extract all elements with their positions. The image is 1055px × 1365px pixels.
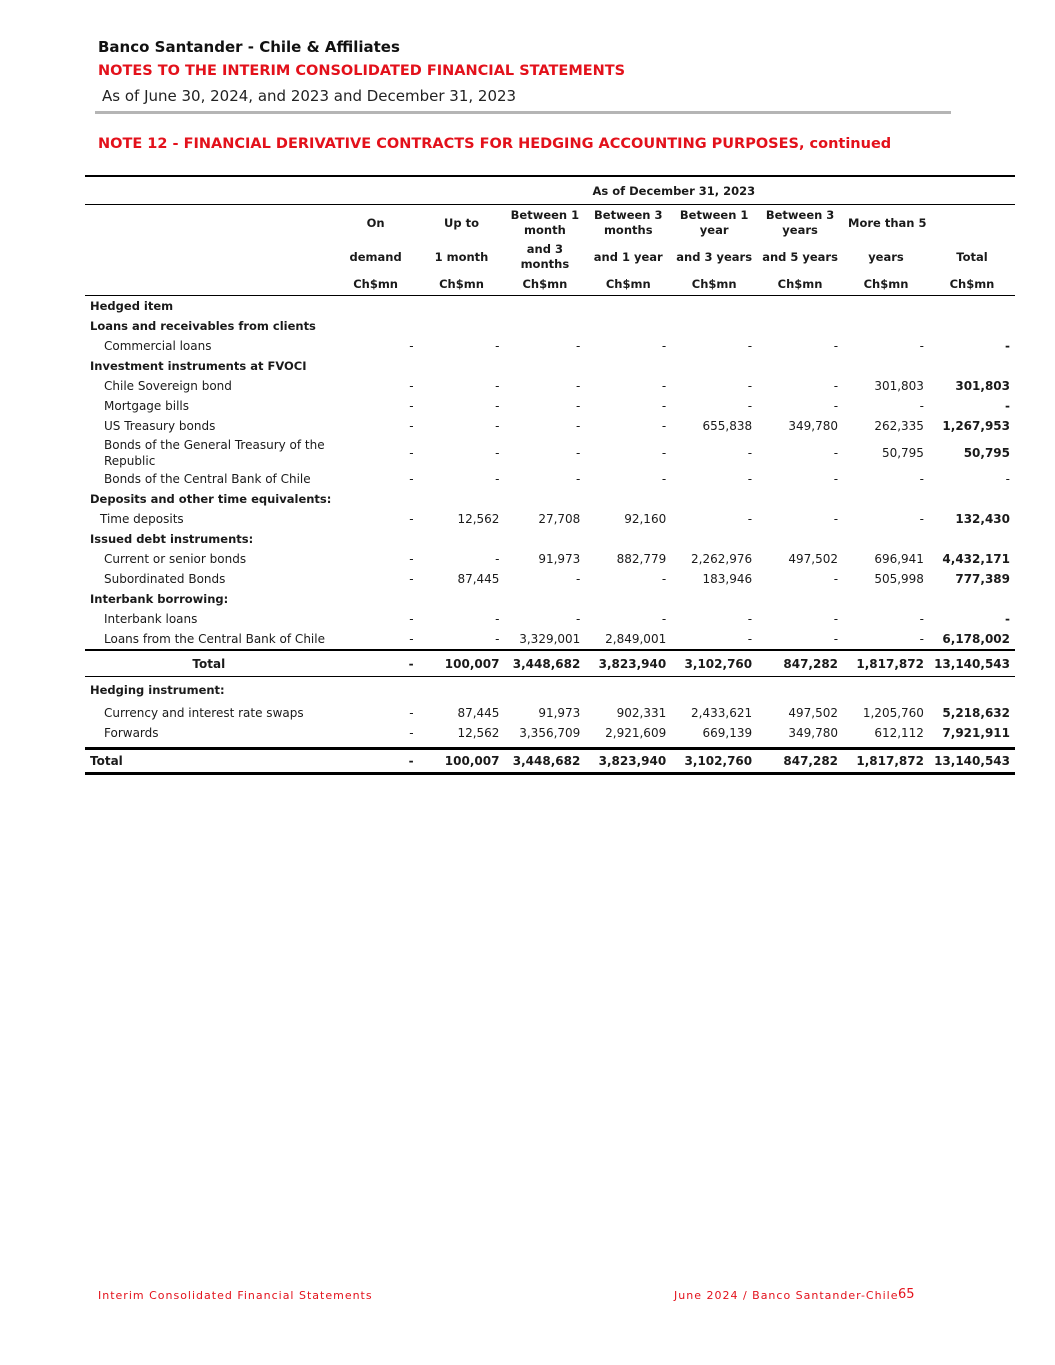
value-cell: 301,803 <box>874 379 924 393</box>
col-unit: Ch$mn <box>757 273 843 296</box>
value-cell: 1,817,872 <box>843 650 929 677</box>
row-label: Chile Sovereign bond <box>104 379 232 393</box>
col-unit: Ch$mn <box>333 273 419 296</box>
value-cell: - <box>661 419 667 433</box>
value-cell: - <box>747 512 753 526</box>
value-cell: - <box>747 399 753 413</box>
note-title: NOTE 12 - FINANCIAL DERIVATIVE CONTRACTS FOR HEDGING ACCOUNTING PURPOSES, continued <box>98 136 892 152</box>
value-cell: - <box>833 339 839 353</box>
value-cell: - <box>409 512 414 526</box>
company-name: Banco Santander - Chile & Affiliates <box>98 38 400 56</box>
value-cell: - <box>495 632 500 646</box>
hedged-total-row <box>85 650 1015 677</box>
section-label: Deposits and other time equivalents: <box>90 492 332 506</box>
value-cell: - <box>919 612 924 626</box>
value-cell: - <box>495 612 500 626</box>
section-label: Loans and receivables from clients <box>90 319 316 333</box>
value-cell: 505,998 <box>874 572 924 586</box>
value-cell: - <box>409 726 414 740</box>
value-cell: - <box>409 706 414 720</box>
table-row <box>85 609 1015 629</box>
table-row <box>85 703 1015 723</box>
value-cell: - <box>495 379 500 393</box>
col-header: Up to <box>444 215 479 230</box>
row-total-cell: 4,432,171 <box>942 552 1010 566</box>
value-cell: - <box>833 379 839 393</box>
footer-document-title: Interim Consolidated Financial Statements <box>98 1289 373 1302</box>
row-total-cell: 13,140,543 <box>929 650 1015 677</box>
value-cell: - <box>495 472 500 486</box>
value-cell: 1,817,872 <box>843 749 929 774</box>
row-total-cell: 5,218,632 <box>942 706 1010 720</box>
header-divider <box>95 111 951 114</box>
value-cell: - <box>495 339 500 353</box>
value-cell: - <box>495 419 500 433</box>
value-cell: - <box>661 339 667 353</box>
value-cell: 3,823,940 <box>585 749 671 774</box>
value-cell: 3,102,760 <box>671 749 757 774</box>
col-unit: Ch$mn <box>585 273 671 296</box>
col-header: and 5 years <box>762 249 838 264</box>
col-header: and 3 months <box>520 242 570 271</box>
value-cell: - <box>409 445 414 460</box>
table-row <box>85 549 1015 569</box>
value-cell: - <box>575 379 581 393</box>
value-cell: 2,921,609 <box>605 726 667 740</box>
value-cell: - <box>747 445 753 460</box>
value-cell: - <box>833 399 839 413</box>
value-cell: - <box>333 650 419 677</box>
notes-title: NOTES TO THE INTERIM CONSOLIDATED FINANCIAL STATEMENTS <box>98 63 626 79</box>
col-header: Between 3 years <box>765 208 835 237</box>
value-cell: - <box>409 552 414 566</box>
table-row <box>85 436 1015 469</box>
col-header: Total <box>956 249 988 264</box>
value-cell: 12,562 <box>457 512 500 526</box>
table-row <box>85 569 1015 589</box>
value-cell: 87,445 <box>457 706 500 720</box>
value-cell: - <box>919 632 924 646</box>
value-cell: 3,356,709 <box>519 726 581 740</box>
col-header: Between 1 month <box>510 208 580 237</box>
value-cell: 2,262,976 <box>691 552 753 566</box>
value-cell: - <box>575 572 581 586</box>
value-cell: - <box>575 445 581 460</box>
value-cell: - <box>409 399 414 413</box>
value-cell: - <box>575 612 581 626</box>
value-cell: - <box>919 472 924 486</box>
value-cell: 1,205,760 <box>862 706 924 720</box>
row-total-cell: 6,178,002 <box>942 632 1010 646</box>
value-cell: 847,282 <box>757 749 843 774</box>
hedging-maturity-table <box>85 175 1015 775</box>
value-cell: - <box>747 472 753 486</box>
value-cell: - <box>919 512 924 526</box>
value-cell: 612,112 <box>874 726 924 740</box>
value-cell: 92,160 <box>624 512 667 526</box>
section-label: Hedged item <box>90 299 174 313</box>
value-cell: - <box>661 379 667 393</box>
col-header: 1 month <box>434 249 489 264</box>
value-cell: - <box>409 379 414 393</box>
section-label: Hedging instrument: <box>90 683 225 697</box>
row-total-cell: - <box>1005 339 1010 353</box>
value-cell: - <box>661 472 667 486</box>
value-cell: - <box>747 379 753 393</box>
value-cell: 497,502 <box>788 552 839 566</box>
value-cell: 847,282 <box>757 650 843 677</box>
col-header: demand <box>349 249 402 264</box>
row-label: US Treasury bonds <box>104 419 216 433</box>
row-total-cell: - <box>1005 472 1010 486</box>
row-label: Interbank loans <box>104 612 198 626</box>
value-cell: - <box>575 472 581 486</box>
row-total-cell: 13,140,543 <box>929 749 1015 774</box>
value-cell: 3,102,760 <box>671 650 757 677</box>
value-cell: 100,007 <box>419 749 505 774</box>
value-cell: 3,448,682 <box>504 650 585 677</box>
value-cell: 3,329,001 <box>519 632 581 646</box>
value-cell: - <box>661 445 667 460</box>
value-cell: - <box>833 445 839 460</box>
col-header: and 1 year <box>593 249 663 264</box>
value-cell: 100,007 <box>419 650 505 677</box>
value-cell: - <box>409 419 414 433</box>
row-total-cell: 7,921,911 <box>942 726 1010 740</box>
row-label: Total <box>85 749 333 774</box>
value-cell: - <box>833 472 839 486</box>
value-cell: 91,973 <box>538 706 581 720</box>
table-row <box>85 376 1015 396</box>
value-cell: 696,941 <box>874 552 924 566</box>
value-cell: - <box>495 445 500 460</box>
table-row <box>85 416 1015 436</box>
value-cell: - <box>409 572 414 586</box>
value-cell: 2,849,001 <box>605 632 667 646</box>
value-cell: - <box>495 399 500 413</box>
row-label: Currency and interest rate swaps <box>104 706 304 720</box>
value-cell: - <box>575 399 581 413</box>
table-row <box>85 629 1015 650</box>
row-label: Current or senior bonds <box>104 552 247 566</box>
value-cell: 262,335 <box>874 419 924 433</box>
row-total-cell: - <box>1005 612 1010 626</box>
value-cell: 669,139 <box>702 726 753 740</box>
value-cell: - <box>747 612 753 626</box>
value-cell: - <box>747 632 753 646</box>
value-cell: - <box>833 632 839 646</box>
footer-report-period: June 2024 / Banco Santander-Chile <box>674 1289 899 1302</box>
row-label: Subordinated Bonds <box>104 572 226 586</box>
value-cell: - <box>575 419 581 433</box>
value-cell: - <box>833 612 839 626</box>
grand-total-row <box>85 749 1015 774</box>
col-header: On <box>366 215 385 230</box>
value-cell: 349,780 <box>788 419 839 433</box>
col-unit: Ch$mn <box>504 273 585 296</box>
value-cell: - <box>661 399 667 413</box>
value-cell: 87,445 <box>457 572 500 586</box>
col-header: More than 5 <box>848 215 927 230</box>
value-cell: - <box>919 339 924 353</box>
table-row <box>85 469 1015 489</box>
col-unit: Ch$mn <box>843 273 929 296</box>
as-of-date: As of June 30, 2024, and 2023 and December 31, 2023 <box>102 87 517 105</box>
value-cell: - <box>661 612 667 626</box>
value-cell: 50,795 <box>881 445 924 460</box>
value-cell: - <box>833 572 839 586</box>
row-total-cell: 50,795 <box>963 445 1010 460</box>
value-cell: 3,448,682 <box>504 749 585 774</box>
section-label: Interbank borrowing: <box>90 592 229 606</box>
col-unit: Ch$mn <box>419 273 505 296</box>
value-cell: 655,838 <box>702 419 753 433</box>
col-header: and 3 years <box>676 249 753 264</box>
row-label: Bonds of the Central Bank of Chile <box>104 472 311 486</box>
table-row <box>85 723 1015 743</box>
row-label: Mortgage bills <box>104 399 189 413</box>
value-cell: - <box>747 339 753 353</box>
value-cell: 882,779 <box>616 552 667 566</box>
value-cell: - <box>333 749 419 774</box>
row-label: Bonds of the General Treasury of the Republic <box>104 437 325 468</box>
section-label: Issued debt instruments: <box>90 532 254 546</box>
value-cell: 183,946 <box>702 572 753 586</box>
col-unit: Ch$mn <box>929 273 1015 296</box>
value-cell: 902,331 <box>616 706 667 720</box>
value-cell: 27,708 <box>538 512 581 526</box>
table-row <box>85 396 1015 416</box>
row-total-cell: - <box>1005 399 1010 413</box>
row-label: Commercial loans <box>104 339 212 353</box>
col-header <box>929 205 1015 242</box>
value-cell: - <box>409 612 414 626</box>
row-total-cell: 1,267,953 <box>942 419 1010 433</box>
value-cell: 91,973 <box>538 552 581 566</box>
row-label: Time deposits <box>100 512 184 526</box>
row-total-cell: 301,803 <box>955 379 1010 393</box>
value-cell: - <box>409 472 414 486</box>
col-unit: Ch$mn <box>671 273 757 296</box>
value-cell: - <box>919 399 924 413</box>
section-label: Investment instruments at FVOCI <box>90 359 307 373</box>
value-cell: - <box>409 632 414 646</box>
value-cell: - <box>409 339 414 353</box>
page-number: 65 <box>898 1287 915 1302</box>
value-cell: - <box>495 552 500 566</box>
col-header: Between 3 months <box>594 208 663 237</box>
value-cell: - <box>833 512 839 526</box>
table-row <box>85 509 1015 529</box>
period-header: As of December 31, 2023 <box>333 176 1015 205</box>
row-label: Total <box>85 650 333 677</box>
value-cell: 349,780 <box>788 726 839 740</box>
value-cell: 3,823,940 <box>585 650 671 677</box>
row-total-cell: 132,430 <box>955 512 1010 526</box>
col-header: Between 1 year <box>679 208 749 237</box>
value-cell: 2,433,621 <box>691 706 753 720</box>
value-cell: - <box>661 572 667 586</box>
value-cell: 12,562 <box>457 726 500 740</box>
row-label: Forwards <box>104 726 159 740</box>
table-row <box>85 336 1015 356</box>
value-cell: 497,502 <box>788 706 839 720</box>
row-total-cell: 777,389 <box>955 572 1010 586</box>
col-header: years <box>868 249 904 264</box>
row-label: Loans from the Central Bank of Chile <box>104 632 325 646</box>
value-cell: - <box>575 339 581 353</box>
